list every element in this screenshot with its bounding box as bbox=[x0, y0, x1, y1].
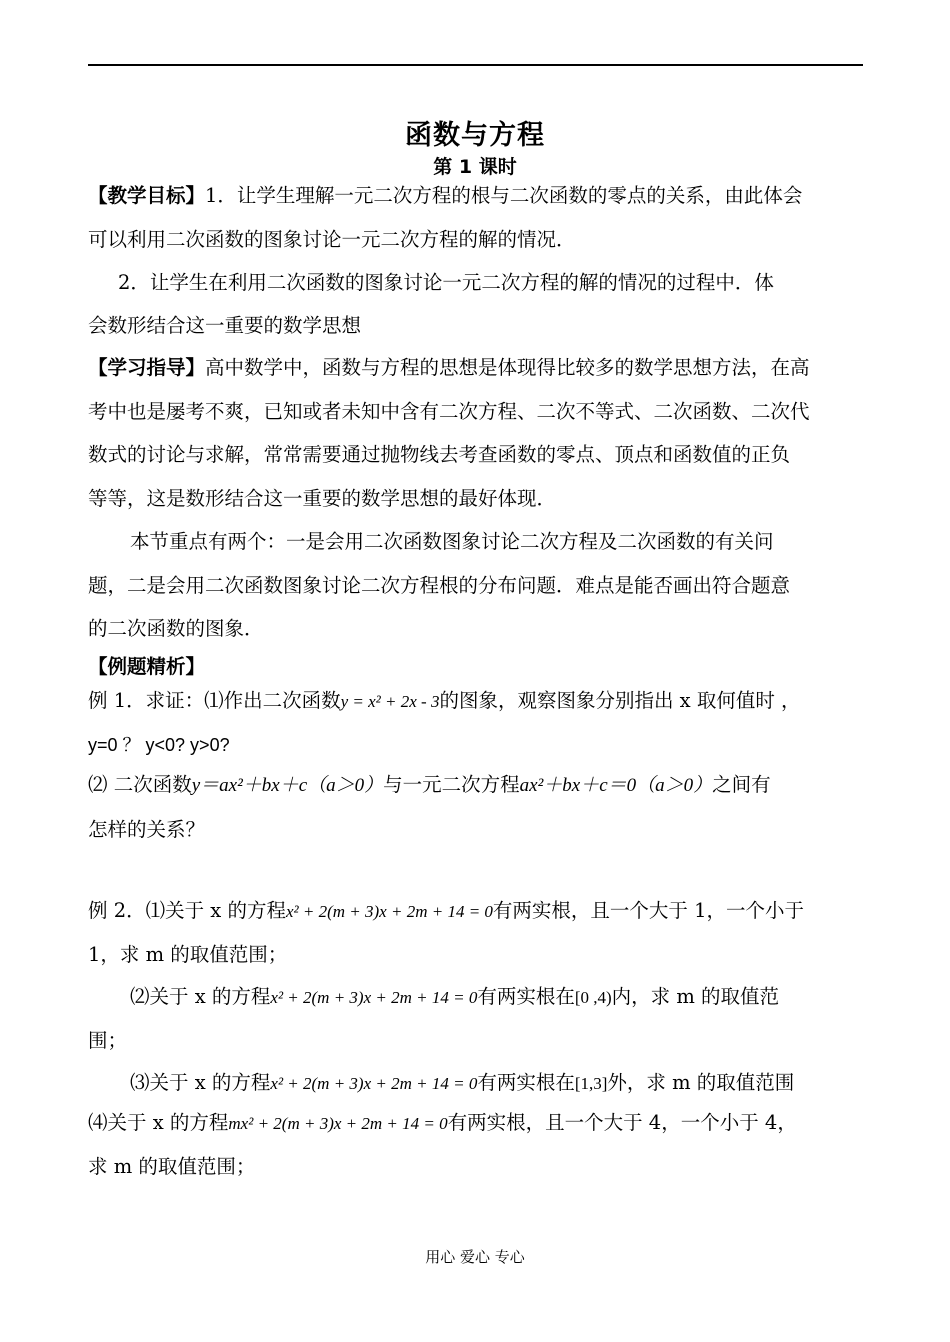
example-2-line-4: 围； bbox=[88, 1029, 128, 1052]
example-2-interval-0-4: [0 ,4) bbox=[574, 988, 612, 1007]
example-2-part4-equation: mx² + 2(m + 3)x + 2m + 14 = 0 bbox=[228, 1114, 448, 1133]
example-1-quadratic-equation: ax²＋bx＋c＝0（a＞0） bbox=[519, 775, 713, 796]
example-2-part3-mid: 有两实根在 bbox=[477, 1071, 575, 1094]
example-2-part2-equation: x² + 2(m + 3)x + 2m + 14 = 0 bbox=[270, 988, 478, 1007]
example-2-interval-1-3: [1,3] bbox=[574, 1074, 608, 1093]
example-1-quadratic-function: y＝ax²＋bx＋c（a＞0） bbox=[191, 775, 384, 796]
objectives-heading: 【教学目标】 bbox=[88, 184, 206, 207]
example-2-part4-suffix: 有两实根，且一个大于 4，一个小于 4， bbox=[447, 1111, 797, 1134]
example-1-prefix: 例 1．求证：⑴作出二次函数 bbox=[88, 689, 341, 712]
objectives-text-1: 1．让学生理解一元二次方程的根与二次函数的零点的关系，由此体会 bbox=[205, 184, 803, 207]
objectives-line-3: 2．让学生在利用二次函数的图象讨论一元二次方程的解的情况的过程中．体 bbox=[118, 271, 774, 294]
page-title: 函数与方程 bbox=[405, 120, 545, 151]
objectives-line-2: 可以利用二次函数的图象讨论一元二次方程的解的情况． bbox=[88, 228, 576, 251]
example-2-line-5 bbox=[130, 1068, 794, 1099]
example-2-part2-prefix: ⑵关于 x 的方程 bbox=[130, 985, 271, 1008]
examples-heading: 【例题精析】 bbox=[88, 655, 206, 678]
example-2-part3-suffix: 外，求 m 的取值范围 bbox=[607, 1071, 795, 1094]
example-1-line-1 bbox=[88, 686, 801, 717]
example-1-line-3 bbox=[88, 770, 771, 801]
example-2-line-1 bbox=[88, 896, 804, 927]
objectives-line-1 bbox=[88, 181, 802, 211]
objectives-line-4: 会数形结合这一重要的数学思想 bbox=[88, 314, 362, 337]
example-1-part2-prefix: ⑵ 二次函数 bbox=[88, 773, 192, 796]
guidance-line-4: 等等，这是数形结合这一重要的数学思想的最好体现． bbox=[88, 487, 557, 510]
example-2-part3-equation: x² + 2(m + 3)x + 2m + 14 = 0 bbox=[270, 1074, 478, 1093]
example-1-suffix: 的图象，观察图象分别指出 x 取何值时 ， bbox=[439, 689, 801, 712]
example-2-part1-suffix: 有两实根，且一个大于 1，一个小于 bbox=[492, 899, 805, 922]
header-rule bbox=[88, 64, 863, 66]
guidance-line-2: 考中也是屡考不爽，已知或者未知中含有二次方程、二次不等式、二次函数、二次代 bbox=[88, 400, 810, 423]
example-2-line-2: 1，求 m 的取值范围； bbox=[88, 943, 288, 966]
example-1-line-4: 怎样的关系？ bbox=[88, 818, 206, 841]
guidance-line-7: 的二次函数的图象． bbox=[88, 617, 264, 640]
example-2-line-3 bbox=[130, 982, 779, 1013]
page-footer: 用心 爱心 专心 bbox=[425, 1248, 525, 1266]
example-2-part1-prefix: 例 2．⑴关于 x 的方程 bbox=[88, 899, 286, 922]
example-2-part4-prefix: ⑷关于 x 的方程 bbox=[88, 1111, 229, 1134]
example-2-line-7: 求 m 的取值范围； bbox=[88, 1155, 256, 1178]
guidance-line-1 bbox=[88, 353, 810, 383]
example-1-part2-mid: 与一元二次方程 bbox=[383, 773, 520, 796]
example-2-equation: x² + 2(m + 3)x + 2m + 14 = 0 bbox=[286, 902, 493, 921]
guidance-line-5: 本节重点有两个：一是会用二次函数图象讨论二次方程及二次函数的有关问 bbox=[130, 530, 774, 553]
example-2-part3-prefix: ⑶关于 x 的方程 bbox=[130, 1071, 271, 1094]
lesson-subtitle: 第 1 课时 bbox=[433, 156, 517, 178]
guidance-line-3: 数式的讨论与求解，常常需要通过抛物线去考查函数的零点、顶点和函数值的正负 bbox=[88, 443, 791, 466]
example-2-part2-mid: 有两实根在 bbox=[477, 985, 575, 1008]
example-2-part2-suffix: 内，求 m 的取值范 bbox=[611, 985, 780, 1008]
guidance-line-6: 题，二是会用二次函数图象讨论二次方程根的分布问题．难点是能否画出符合题意 bbox=[88, 574, 791, 597]
guidance-text-1: 高中数学中，函数与方程的思想是体现得比较多的数学思想方法，在高 bbox=[205, 356, 810, 379]
example-1-line-2: y=0 ？ y<0? y>0? bbox=[88, 735, 230, 755]
example-2-line-6 bbox=[88, 1108, 797, 1139]
example-1-part2-suffix: 之间有 bbox=[712, 773, 771, 796]
guidance-heading: 【学习指导】 bbox=[88, 356, 206, 379]
example-1-function: y = x² + 2x - 3 bbox=[340, 692, 440, 711]
